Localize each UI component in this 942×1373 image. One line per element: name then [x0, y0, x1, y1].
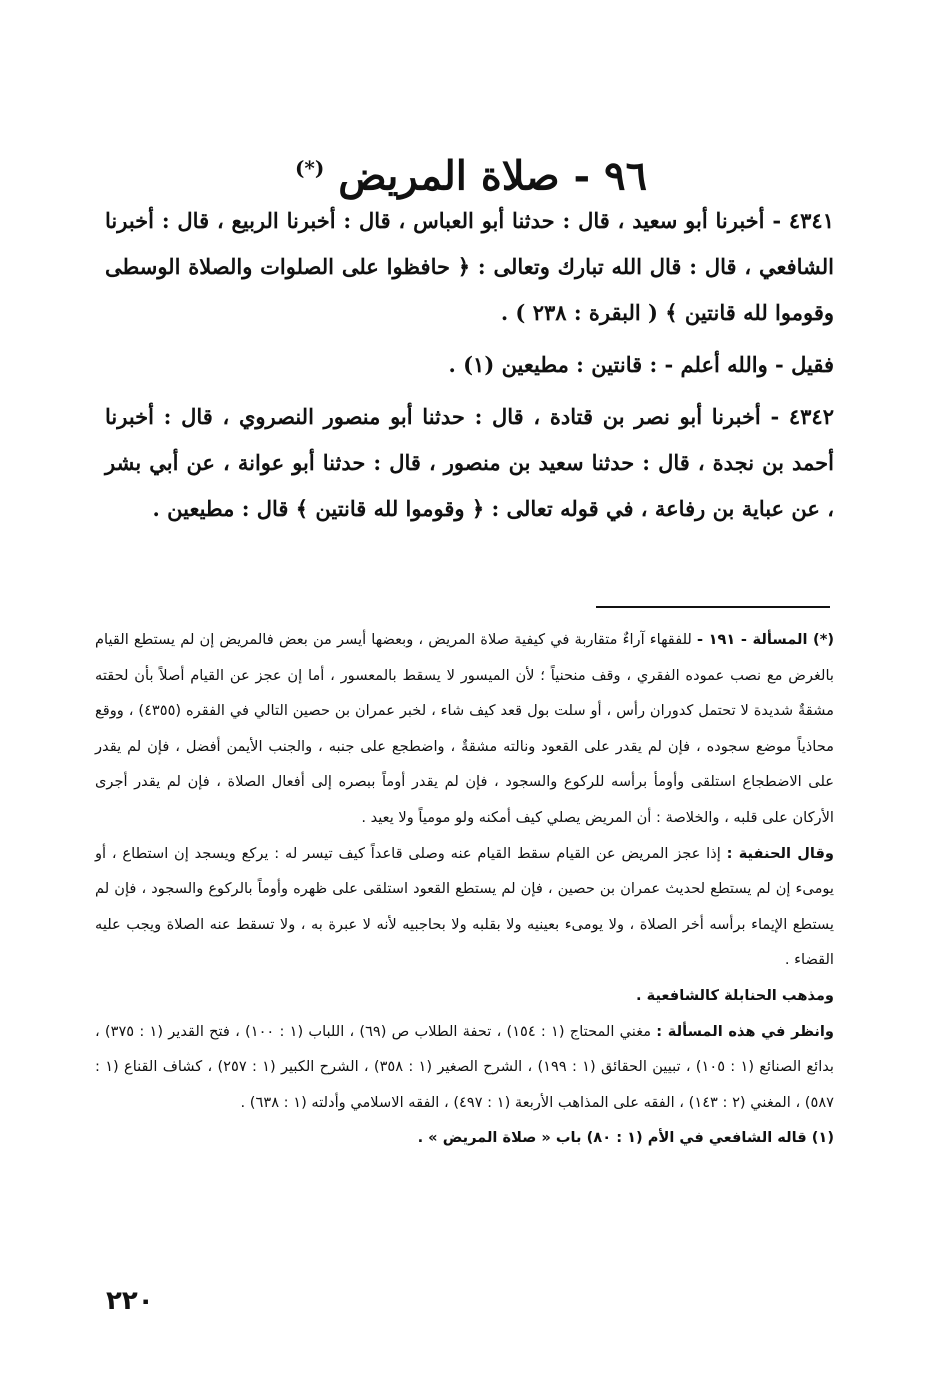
chapter-title-text: ٩٦ - صلاة المريض	[338, 152, 648, 200]
commentary-line: فقيل - والله أعلم - : قانتين : مطيعين (١) .	[448, 352, 834, 377]
footnote-hanafi-lead: وقال الحنفية :	[726, 844, 834, 862]
main-text	[105, 198, 834, 532]
footnote-1: (١) قاله الشافعي في الأم (١ : ٨٠) باب « صلاة المريض » .	[417, 1129, 834, 1147]
chapter-title	[100, 140, 842, 204]
page-number: ٢٢٠	[106, 1286, 154, 1316]
footnote-references-lead: وانظر في هذه المسألة :	[656, 1022, 834, 1040]
footnote-separator	[596, 606, 830, 608]
footnote-issue-lead: (*) المسألة - ١٩١ -	[696, 631, 834, 648]
footnote-issue-text: للفقهاء آراءٌ متقاربة في كيفية صلاة المريض ، وبعضها أيسر من بعض فالمريض إن لم يستطع القيام بالغرض مع نصب عموده الفقري ، وقف منحنياً ؛ لأن الميسور لا يسقط بالمعسور ، أما إن عجز عن القيام أصلاً بأن لحقته مشقةٌ شديدة لا تحتمل كدوران رأس ، أو سلت بول قعد كيف شاء ، لخبر عمران بن حصين التالي في الفقره (٤٣٥٥) ، ووقع محاذياً موضع سجوده ، فإن لم يقدر على القعود ونالته مشقةٌ ، واضطجع على جنبه ، والجنب الأيمن أفضل ، فإن لم يقدر على الاضطجاع استلقى وأومأ برأسه للركوع والسجود ، فإن لم يقدر أوماً ببصره إلى أفعال الصلاة ، فإن لم يقدر أجرى الأركان على قلبه ، والخلاصة : أن المريض يصلي كيف أمكنه ولو مومياً ولا يعيد .	[95, 631, 834, 826]
chapter-title-marker: (*)	[294, 156, 325, 180]
footnote-hanbali: ومذهب الحنابلة كالشافعية .	[636, 986, 834, 1004]
footnote-issue-191	[95, 622, 834, 836]
footnote-references	[95, 1014, 834, 1121]
footnote-hanafi-text: إذا عجز المريض عن القيام سقط القيام عنه وصلى قاعداً كيف تيسر له : يركع ويسجد إن استطاع ، أو يومىء إن لم يستطع لحديث عمران بن حصين ، فإن لم يستطع القعود استلقى على ظهره وأوماً بالركوع والسجود ، فإن لم يستطع الإيماء برأسه أخر الصلاة ، ولا يومىء بعينيه ولا بقلبه ولا بحاجبيه لأنه لا عبرة به ، ولا تسقط عنه الصلاة ويجب عليه القضاء .	[95, 844, 834, 969]
footnote-references-text: مغني المحتاج (١ : ١٥٤) ، تحفة الطلاب ص (٦٩) ، اللباب (١ : ١٠٠) ، فتح القدير (١ : ٣٧٥) ، بدائع الصنائع (١ : ١٠٥) ، تبيين الحقائق (١ : ١٩٩) ، الشرح الصغير (١ : ٣٥٨) ، الشرح الكبير (١ : ٢٥٧) ، كشاف القناع (١ : ٥٨٧) ، المغني (٢ : ١٤٣) ، الفقه على المذاهب الأربعة (١ : ٤٩٧) ، الفقه الاسلامي وأدلته (١ : ٦٣٨) .	[95, 1022, 834, 1111]
narration-4341: ٤٣٤١ - أخبرنا أبو سعيد ، قال : حدثنا أبو العباس ، قال : أخبرنا الربيع ، قال : أخبرنا الشافعي ، قال : قال الله تبارك وتعالى : ﴿ حافظوا على الصلوات والصلاة الوسطى وقوموا لله قانتين ﴾ ( البقرة : ٢٣٨ ) .	[105, 208, 834, 325]
footnotes	[95, 622, 834, 1156]
footnote-hanafi	[95, 836, 834, 978]
narration-4342: ٤٣٤٢ - أخبرنا أبو نصر بن قتادة ، قال : حدثنا أبو منصور النصروي ، قال : أخبرنا أحمد بن نجدة ، قال : حدثنا سعيد بن منصور ، قال : حدثنا أبو عوانة ، عن أبي بشر ، عن عباية بن رفاعة ، في قوله تعالى : ﴿ وقوموا لله قانتين ﴾ قال : مطيعين .	[105, 404, 834, 521]
